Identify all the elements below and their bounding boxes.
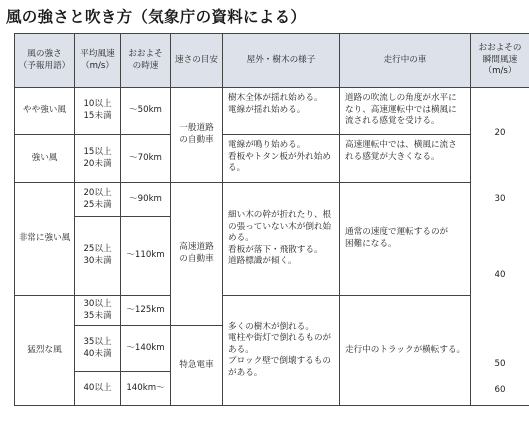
avg-speed-cell: 25以上 30未満 [75,217,121,296]
avg-speed-cell: 15以上 20未満 [75,135,121,183]
gust-column [471,88,529,406]
wind-class-cell: やや強い風 [15,88,75,135]
header-driving: 走行中の車 [340,34,471,88]
avg-speed-cell: 35以上 40未満 [75,326,121,372]
header-speed-guide: 速さの目安 [171,34,223,88]
outdoor-cell: 細い木の幹が折れたり、根 の張っていない木が倒れ始 める。 看板が落下・飛散する。 道路標識が傾く。 [223,183,340,296]
header-row [15,34,529,88]
driving-cell: 走行中のトラックが横転する。 [340,296,471,406]
kmh-cell: 140km～ [121,372,171,406]
gust-value: 40 [494,270,506,280]
avg-speed-cell: 10以上 15未満 [75,88,121,135]
kmh-cell: ～140km [121,326,171,372]
wind-class-cell: 非常に強い風 [15,183,75,296]
header-wind-class: 風の強さ （予報用語） [15,34,75,88]
outdoor-cell: 多くの樹木が倒れる。 電柱や街灯で倒れるものが ある。 ブロック壁で倒壊するもの がある。 [223,296,340,406]
table-row [15,183,529,217]
table-row [15,296,529,326]
table-row [15,135,529,183]
header-outdoor: 屋外・樹木の様子 [223,34,340,88]
gust-value: 30 [494,194,506,204]
gust-value: 50 [494,359,506,369]
avg-speed-cell: 30以上 35未満 [75,296,121,326]
wind-strength-table [14,33,529,406]
avg-speed-cell: 20以上 25未満 [75,183,121,217]
kmh-cell: ～125km [121,296,171,326]
driving-cell: 通常の速度で運転するのが 困難になる。 [340,183,471,296]
gust-value: 20 [494,128,506,138]
driving-cell: 道路の吹流しの角度が水平に なり、高速運転中では横風に 流される感覚を受ける。 [340,88,471,135]
header-kmh: おおよそ の時速 [121,34,171,88]
avg-speed-cell: 40以上 [75,372,121,406]
speed-guide-cell: 一般道路 の自動車 [171,88,223,183]
wind-class-cell: 猛烈な風 [15,296,75,406]
kmh-cell: ～70km [121,135,171,183]
speed-guide-cell: 高速道路 の自動車 [171,183,223,326]
gust-value: 60 [494,385,506,395]
kmh-cell: ～110km [121,217,171,296]
speed-guide-cell: 特急電車 [171,326,223,406]
header-avg-speed: 平均風速 （m/s） [75,34,121,88]
kmh-cell: ～90km [121,183,171,217]
page-title: 風の強さと吹き方（気象庁の資料による） [6,8,307,26]
outdoor-cell: 樹木全体が揺れ始める。 電線が揺れ始める。 [223,88,340,135]
outdoor-cell: 電線が鳴り始める。 看板やトタン板が外れ始める。 [223,135,340,183]
driving-cell: 高速運転中では、横風に流さ れる感覚が大きくなる。 [340,135,471,183]
table-row [15,88,529,135]
wind-class-cell: 強い風 [15,135,75,183]
kmh-cell: ～50km [121,88,171,135]
header-gust: おおよその 瞬間風速 （m/s） [471,34,529,88]
